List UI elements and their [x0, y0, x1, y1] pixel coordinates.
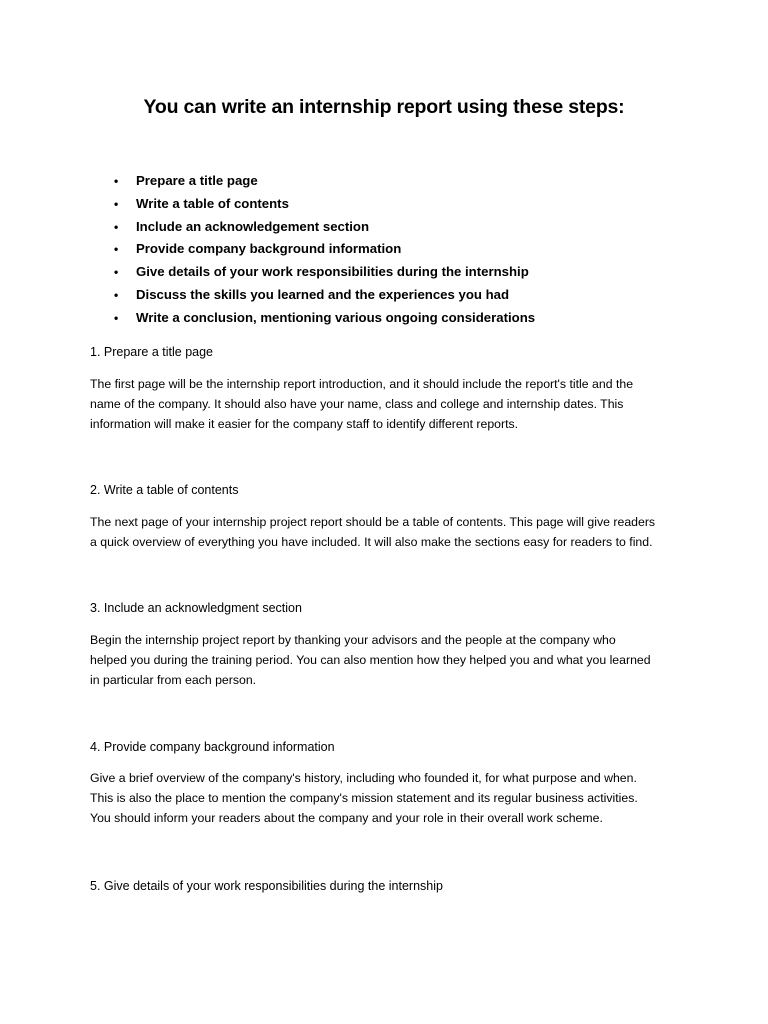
paragraph-line: in particular from each person.: [90, 673, 257, 687]
bullet-icon: •: [114, 287, 119, 302]
paragraph-line: You should inform your readers about the company and your role in their overall work scheme.: [90, 811, 603, 825]
section-paragraph-table-of-contents: [90, 512, 690, 552]
bullet-text: Write a conclusion, mentioning various ongoing considerations: [136, 309, 536, 325]
bullet-text: Provide company background information: [136, 241, 402, 257]
section-paragraph-title-page: [90, 374, 690, 434]
paragraph-line: information will make it easier for the company staff to identify different reports.: [90, 417, 519, 431]
paragraph-line: This is also the place to mention the company's mission statement and its regular business activities.: [90, 791, 638, 805]
bullet-icon: •: [114, 174, 119, 188]
section-heading-table-of-contents: 2. Write a table of contents: [90, 483, 239, 497]
section-heading-acknowledgment: 3. Include an acknowledgment section: [90, 601, 302, 615]
paragraph-line: The first page will be the internship report introduction, and it should include the report's title and the: [90, 377, 634, 391]
bullet-text: Give details of your work responsibilities during the internship: [136, 264, 529, 280]
section-heading-title-page: 1. Prepare a title page: [90, 345, 213, 359]
bullet-item: [0, 193, 768, 216]
bullet-item: [0, 216, 768, 239]
bullet-text: Include an acknowledgement section: [136, 218, 370, 234]
bullet-icon: •: [114, 265, 119, 280]
section-paragraph-acknowledgment: [90, 630, 690, 690]
steps-bullet-list: [0, 170, 768, 330]
section-heading-company-background: 4. Provide company background information: [90, 740, 335, 754]
bullet-text: Discuss the skills you learned and the experiences you had: [136, 286, 510, 302]
section-paragraph-company-background: [90, 768, 690, 828]
paragraph-line: helped you during the training period. You can also mention how they helped you and what you learned: [90, 653, 651, 667]
bullet-item: [0, 170, 768, 193]
bullet-item: [0, 261, 768, 284]
paragraph-line: The next page of your internship project report should be a table of contents. This page will give readers: [90, 515, 656, 529]
bullet-item: [0, 307, 768, 330]
paragraph-line: Begin the internship project report by thanking your advisors and the people at the company who: [90, 633, 616, 647]
bullet-icon: •: [114, 219, 119, 234]
bullet-item: [0, 238, 768, 261]
paragraph-line: Give a brief overview of the company's history, including who founded it, for what purpose and when.: [90, 771, 637, 785]
paragraph-line: name of the company. It should also have your name, class and college and internship dates. This: [90, 397, 624, 411]
section-heading-work-responsibilities: 5. Give details of your work responsibilities during the internship: [90, 879, 443, 893]
bullet-text: Write a table of contents: [136, 195, 289, 211]
bullet-icon: •: [114, 196, 119, 211]
bullet-text: Prepare a title page: [136, 173, 258, 188]
document-title: You can write an internship report using these steps:: [143, 96, 625, 118]
paragraph-line: a quick overview of everything you have included. It will also make the sections easy for readers to find.: [90, 535, 653, 549]
bullet-icon: •: [114, 242, 119, 257]
bullet-icon: •: [114, 310, 119, 325]
bullet-item: [0, 284, 768, 307]
